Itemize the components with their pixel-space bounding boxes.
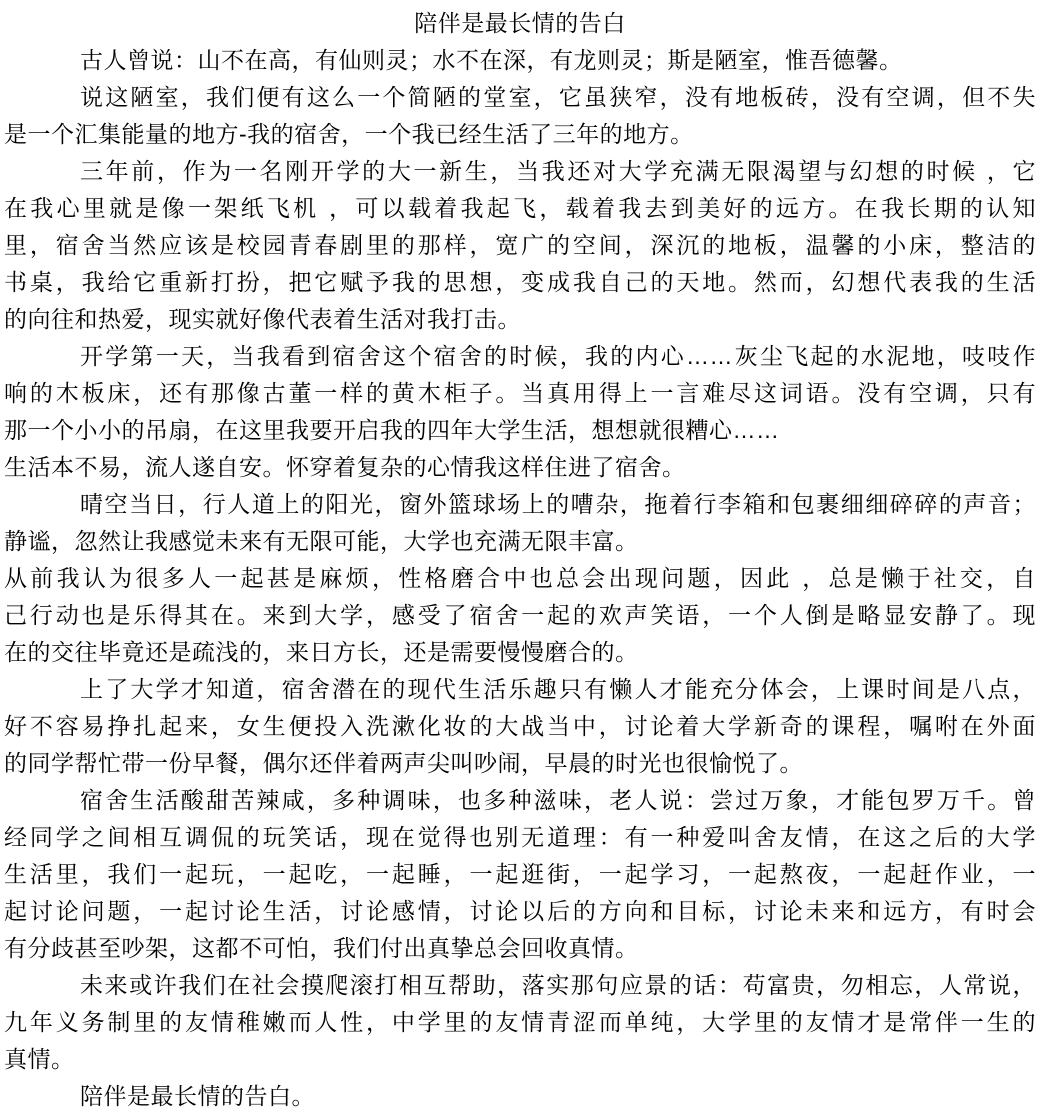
text-line: 里，宿舍当然应该是校园青春剧里的那样，宽广的空间，深沉的地板，温馨的小床，整洁的 <box>4 232 1036 258</box>
text-line: 有分歧甚至吵架，这都不可怕，我们付出真挚总会回收真情。 <box>4 935 639 961</box>
text-line: 宿舍生活酸甜苦辣咸，多种调味，也多种滋味，老人说：尝过万象，才能包罗万千。曾 <box>80 787 1036 813</box>
text-line: 开学第一天，当我看到宿舍这个宿舍的时候，我的内心……灰尘飞起的水泥地，吱吱作 <box>80 343 1036 369</box>
text-line: 古人曾说：山不在高，有仙则灵；水不在深，有龙则灵；斯是陋室，惟吾德馨。 <box>80 47 903 73</box>
text-line: 未来或许我们在社会摸爬滚打相互帮助，落实那句应景的话：苟富贵，勿相忘，人常说， <box>80 972 1036 998</box>
essay-title: 陪伴是最长情的告白 <box>414 10 626 36</box>
text-line: 那一个小小的吊扇，在这里我要开启我的四年大学生活，想想就很糟心…… <box>4 417 780 443</box>
text-line: 响的木板床，还有那像古董一样的黄木柜子。当真用得上一言难尽这词语。没有空调，只有 <box>4 380 1036 406</box>
text-line: 说这陋室，我们便有这么一个简陋的堂室，它虽狭窄，没有地板砖，没有空调，但不失 <box>80 84 1036 110</box>
text-line: 书桌，我给它重新打扮，把它赋予我的思想，变成我自己的天地。然而，幻想代表我的生活 <box>4 269 1036 295</box>
text-line: 的同学帮忙带一份早餐，偶尔还伴着两声尖叫吵闹，早晨的时光也很愉悦了。 <box>4 750 803 776</box>
text-line: 三年前，作为一名刚开学的大一新生，当我还对大学充满无限渴望与幻想的时候 ，它 <box>80 158 1036 184</box>
text-line: 从前我认为很多人一起甚是麻烦，性格磨合中也总会出现问题，因此 ，总是懒于社交，自 <box>4 565 1036 591</box>
text-line: 是一个汇集能量的地方-我的宿舍，一个我已经生活了三年的地方。 <box>4 121 694 147</box>
text-line: 起讨论问题，一起讨论生活，讨论感情，讨论以后的方向和目标，讨论未来和远方，有时会 <box>4 898 1036 924</box>
text-line: 在的交往毕竟还是疏浅的，来日方长，还是需要慢慢磨合的。 <box>4 639 639 665</box>
text-line: 在我心里就是像一架纸飞机 ，可以载着我起飞，载着我去到美好的远方。在我长期的认知 <box>4 195 1036 221</box>
text-line: 真情。 <box>4 1046 75 1072</box>
text-line: 生活本不易，流人遂自安。怀穿着复杂的心情我这样住进了宿舍。 <box>4 454 686 480</box>
text-line: 上了大学才知道，宿舍潜在的现代生活乐趣只有懒人才能充分体会，上课时间是八点， <box>80 676 1036 702</box>
text-line: 九年义务制里的友情稚嫩而人性，中学里的友情青涩而单纯，大学里的友情才是常伴一生的 <box>4 1009 1036 1035</box>
text-line: 的向往和热爱，现实就好像代表着生活对我打击。 <box>4 306 521 332</box>
text-line: 好不容易挣扎起来，女生便投入洗漱化妆的大战当中，讨论着大学新奇的课程，嘱咐在外面 <box>4 713 1036 739</box>
text-line: 陪伴是最长情的告白。 <box>80 1083 315 1109</box>
text-line: 经同学之间相互调侃的玩笑话，现在觉得也别无道理：有一种爱叫舍友情，在这之后的大学 <box>4 824 1036 850</box>
text-line: 晴空当日，行人道上的阳光，窗外篮球场上的嘈杂，拖着行李箱和包裹细细碎碎的声音； <box>80 491 1036 517</box>
text-line: 静谧，忽然让我感觉未来有无限可能，大学也充满无限丰富。 <box>4 528 639 554</box>
text-line: 生活里，我们一起玩，一起吃，一起睡，一起逛街，一起学习，一起熬夜，一起赶作业，一 <box>4 861 1036 887</box>
text-line: 己行动也是乐得其在。来到大学，感受了宿舍一起的欢声笑语，一个人倒是略显安静了。现 <box>4 602 1036 628</box>
